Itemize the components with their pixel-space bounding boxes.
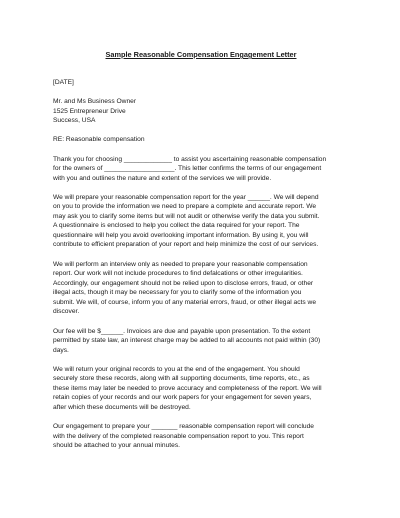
letter-title: Sample Reasonable Compensation Engagement Letter — [105, 50, 297, 59]
paragraph-line: retain copies of your records and our work papers for your engagement for seven years, — [53, 394, 312, 402]
paragraph-line: with the delivery of the completed reasonable compensation report to you. This report — [53, 432, 304, 440]
paragraph-line: Thank you for choosing _____________ to assist you ascertaining reasonable compensation — [53, 155, 327, 163]
paragraph-intro — [53, 155, 349, 184]
paragraph-conclusion — [53, 422, 349, 451]
paragraph-line: report. Our work will not include procedures to find defalcations or other irregularities. — [53, 270, 303, 278]
paragraph-line: contribute to efficient preparation of your report and help minimize the cost of our services. — [53, 241, 319, 249]
paragraph-line: A questionnaire is enclosed to help you collect the data required for your report. The — [53, 222, 300, 230]
paragraph-line: Accordingly, our engagement should not be relied upon to disclose errors, fraud, or other — [53, 279, 314, 287]
paragraph-line: We will perform an interview only as needed to prepare your reasonable compensation — [53, 260, 308, 268]
paragraph-line: these items may later be needed to prove accuracy and completeness of the report. We will — [53, 384, 322, 392]
recipient-address — [53, 97, 349, 126]
paragraph-line: discover. — [53, 308, 80, 316]
paragraph-line: days. — [53, 346, 69, 354]
paragraph-line: submit. We will, of course, inform you of any material errors, fraud, or other illegal acts we — [53, 298, 317, 306]
re-line: RE: Reasonable compensation — [53, 136, 145, 144]
paragraph-line: should be attached to your annual minutes. — [53, 442, 180, 450]
address-line: 1525 Entrepreneur Drive — [53, 107, 126, 115]
paragraph-line: permitted by state law, an interest charge may be added to all accounts not paid within (30) — [53, 337, 321, 345]
paragraph-records — [53, 365, 349, 413]
paragraph-interview — [53, 260, 349, 317]
paragraph-line: may ask you to clarify some items but will not audit or otherwise verify the data you submit. — [53, 212, 320, 220]
paragraph-line: securely store these records, along with all supporting documents, time reports, etc., as — [53, 375, 310, 383]
subject-line — [53, 135, 349, 145]
paragraph-line: We will return your original records to you at the end of the engagement. You should — [53, 365, 300, 373]
letter-date — [53, 78, 349, 88]
paragraph-line: We will prepare your reasonable compensation report for the year ______. We will depend — [53, 193, 319, 201]
paragraph-line: Our engagement to prepare your _______ reasonable compensation report will conclude — [53, 423, 314, 431]
paragraph-line: illegal acts, though it may be necessary for you to clarify some of the information you — [53, 289, 302, 297]
paragraph-preparation — [53, 193, 349, 250]
address-line: Success, USA — [53, 117, 96, 125]
paragraph-line: on you to provide the information we need to prepare a complete and accurate report. We — [53, 203, 317, 211]
date-placeholder: [DATE] — [53, 79, 74, 86]
paragraph-line: for the owners of ___________________. This letter confirms the terms of our engagement — [53, 165, 322, 173]
paragraph-line: with you and outlines the nature and extent of the services we will provide. — [53, 174, 272, 182]
paragraph-fee — [53, 327, 349, 356]
paragraph-line: questionnaire will help you avoid overlooking important information. By using it, you will — [53, 231, 309, 239]
paragraph-line: Our fee will be $______. Invoices are due and payable upon presentation. To the extent — [53, 327, 311, 335]
paragraph-line: after which these documents will be destroyed. — [53, 403, 191, 411]
address-line: Mr. and Ms Business Owner — [53, 98, 137, 106]
